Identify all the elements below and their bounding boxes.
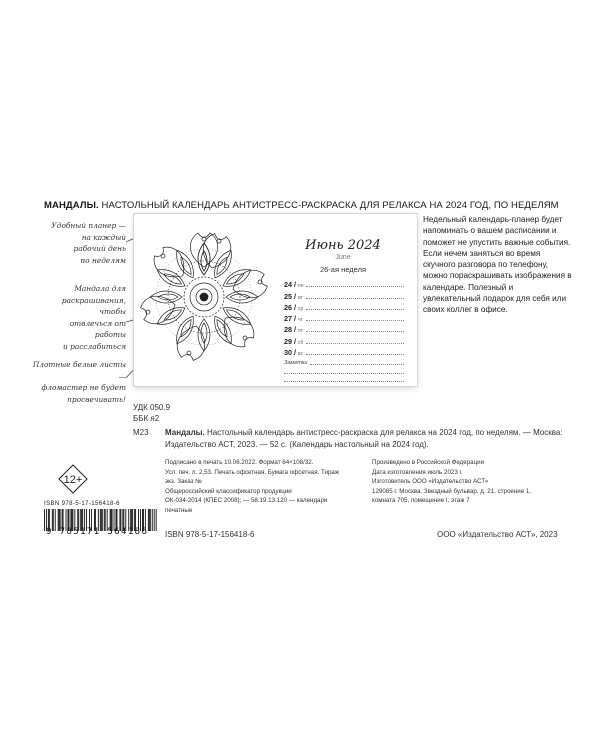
title-bold: МАНДАЛЫ.	[44, 200, 99, 211]
title-rest: НАСТОЛЬНЫЙ КАЛЕНДАРЬ АНТИСТРЕСС-РАСКРАСКА ДЛЯ РЕЛАКСА НА 2024 ГОД, ПО НЕДЕЛЯМ	[98, 200, 559, 211]
udk-code: УДК 050.9	[133, 403, 171, 412]
side-note-line: и расслабиться	[63, 341, 126, 351]
age-rating-text: 12+	[63, 474, 83, 486]
barcode-number: 9 785171 564186	[46, 527, 149, 537]
day-row: 24 / пн	[284, 278, 404, 289]
author-mark: М23	[133, 428, 149, 437]
side-note-line: отвлечься от работы	[69, 318, 126, 339]
bibliographic-record: Мандалы. Настольный календарь антистресс-раскраска для релакса на 2024 год, по неделям. — Москва: Издательство АСТ, 2023. — 52 с. (Календарь настольный на 2024 год).	[165, 428, 563, 449]
side-note-line: Удобный планер —	[51, 221, 126, 230]
print-info-line: Подписано в печать 10.06.2022. Формат 84×108/32.	[165, 459, 314, 466]
print-info-line: Общероссийский классификатор продукции	[165, 487, 292, 495]
print-info-line: ОК-034-2014 (КПЕС 2008); — 58.19.13.120 — календари	[165, 497, 328, 505]
print-info-line: Усл. печ. л. 2,53. Печать офсетная. Бумага офсетная. Тираж	[165, 468, 340, 476]
card-month-title: Июнь 2024	[305, 238, 381, 253]
print-info-line: Дата изготовления июль 2023 г.	[372, 468, 463, 476]
age-rating-badge	[58, 464, 88, 494]
card-month-en: June	[335, 254, 351, 261]
mandala-illustration	[140, 224, 268, 370]
day-row: 30 / вс	[284, 346, 404, 357]
copyright-line: ООО «Издательство АСТ», 2023	[437, 530, 558, 539]
side-note-line: раскрашивания, чтобы	[61, 295, 126, 316]
print-info-line: экз. Заказ №	[165, 478, 202, 486]
print-info-line: Произведено в Российской Федерации	[372, 459, 485, 466]
day-row: 29 / сб	[284, 334, 404, 345]
product-description: Недельный календарь-планер будет напоминать о вашем расписании и поможет не упустить важные события. Если нечем заняться во время скучного разговора по телефону, можно пораскрашивать изображения в календаре. Полезный и увлекательный подарок для себя или своих коллег в офисе.	[423, 215, 572, 315]
day-row: 25 / вт	[284, 289, 404, 300]
barcode-isbn-caption: ISBN 978-5-17-156418-6	[44, 501, 120, 507]
cover-title	[44, 200, 564, 211]
print-info-right	[372, 458, 577, 506]
side-note-line: фломастер не будет	[41, 383, 126, 392]
print-info-line: печатные	[165, 506, 193, 514]
bbk-code: ББК я2	[133, 414, 160, 423]
side-note-line: по неделям	[80, 255, 126, 265]
side-note-line: Плотные белые листы —	[32, 360, 126, 381]
day-row: 28 / пт	[284, 323, 404, 334]
print-info-line: комната 705, помещение I, этаж 7	[372, 497, 470, 505]
calendar-page-preview	[134, 214, 417, 386]
side-note-line: рабочий день	[73, 244, 126, 253]
side-note-line: Мандала для	[74, 284, 126, 293]
print-info-line: Изготовитель ООО «Издательство АСТ»	[372, 478, 489, 486]
day-list	[284, 278, 404, 357]
notes-label: Заметки	[284, 360, 308, 366]
day-row: 26 / ср	[284, 301, 404, 312]
day-row: 27 / чт	[284, 312, 404, 323]
side-note-line: просвечивать!	[67, 394, 126, 404]
print-info-left	[165, 458, 365, 516]
notes-area	[284, 360, 404, 382]
card-week-number: 26-ая неделя	[319, 265, 367, 274]
isbn-line: ISBN 978-5-17-156418-6	[165, 530, 255, 539]
print-info-line: 129085 г. Москва, Звездный бульвар, д. 21, строение 1,	[372, 487, 532, 495]
side-note-line: на каждый	[81, 232, 126, 242]
